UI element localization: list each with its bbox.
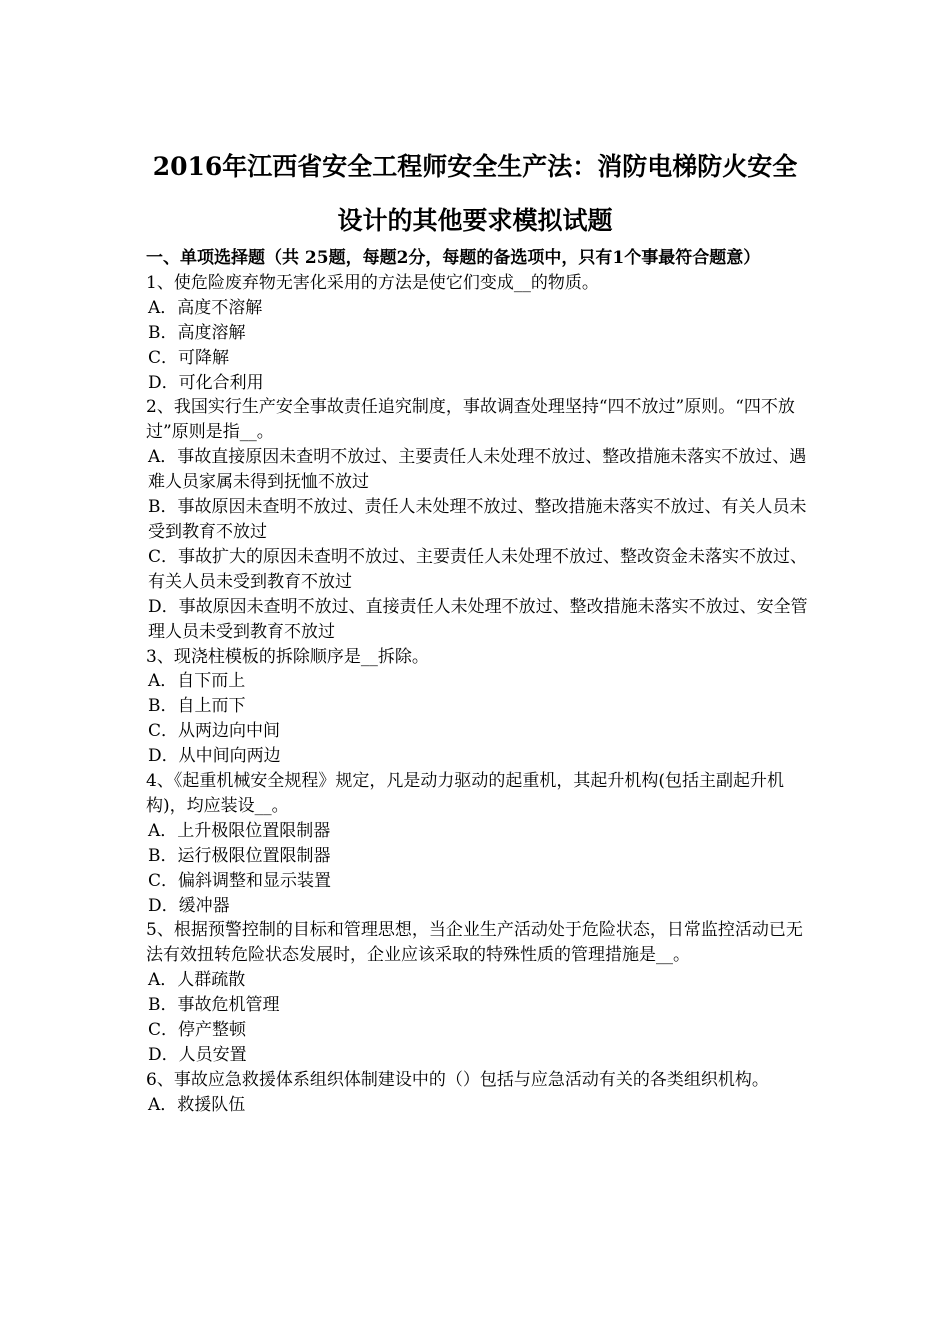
option-a: A．人群疏散 (148, 970, 246, 991)
question-1 (146, 271, 811, 396)
question-stem: 4、《起重机械安全规程》规定，凡是动力驱动的起重机，其起升机构(包括主副起升机构)，均应装设__。 (146, 771, 784, 816)
option-b: B．事故原因未查明不放过、责任人未处理不放过、整改措施未落实不放过、有关人员未受到教育不放过 (148, 497, 807, 542)
question-stem: 6、事故应急救援体系组织体制建设中的（）包括与应急活动有关的各类组织机构。 (146, 1069, 769, 1090)
question-6 (146, 1068, 811, 1118)
option-d: D．从中间向两边 (148, 746, 281, 767)
option-d: D．人员安置 (148, 1045, 247, 1065)
option-b: B．自上而下 (148, 696, 246, 717)
option-b: B．高度溶解 (148, 322, 246, 343)
question-5 (146, 918, 811, 1067)
option-d: D．事故原因未查明不放过、直接责任人未处理不放过、整改措施未落实不放过、安全管理人员未受到教育不放过 (148, 596, 808, 642)
title-line-1: 2016年江西省安全工程师安全生产法：消防电梯防火安全 (152, 152, 798, 181)
option-a: A．事故直接原因未查明不放过、主要责任人未处理不放过、整改措施未落实不放过、遇难人员家属未得到抚恤不放过 (148, 447, 807, 493)
question-4 (146, 769, 811, 918)
option-c: C．可降解 (148, 347, 230, 368)
option-c: C．偏斜调整和显示装置 (148, 870, 332, 891)
section-heading: 一、单项选择题（共 25题，每题2分，每题的备选项中，只有1个事最符合题意） (146, 248, 761, 268)
question-stem: 2、我国实行生产安全事故责任追究制度，事故调查处理坚持“四不放过”原则。“四不放过”原则是指__。 (146, 397, 795, 443)
option-a: A．救援队伍 (148, 1094, 246, 1115)
option-d: D．可化合利用 (148, 372, 264, 393)
option-d: D．缓冲器 (148, 895, 230, 916)
question-2 (146, 395, 811, 644)
document-body (146, 246, 811, 1118)
question-stem: 3、现浇柱模板的拆除顺序是__拆除。 (146, 646, 429, 667)
option-c: C．停产整顿 (148, 1020, 247, 1041)
option-a: A．高度不溶解 (148, 297, 263, 318)
question-stem: 1、使危险废弃物无害化采用的方法是使它们变成__的物质。 (146, 272, 599, 293)
option-a: A．上升极限位置限制器 (148, 820, 331, 841)
option-b: B．事故危机管理 (148, 995, 280, 1016)
title-line-2: 设计的其他要求模拟试题 (337, 206, 613, 235)
question-3 (146, 645, 811, 770)
option-c: C．事故扩大的原因未查明不放过、主要责任人未处理不放过、整改资金未落实不放过、有关人员未受到教育不放过 (148, 546, 808, 592)
option-a: A．自下而上 (148, 671, 246, 692)
question-stem: 5、根据预警控制的目标和管理思想，当企业生产活动处于危险状态，日常监控活动已无法有效扭转危险状态发展时，企业应该采取的特殊性质的管理措施是__。 (146, 920, 803, 966)
option-b: B．运行极限位置限制器 (148, 845, 331, 866)
option-c: C．从两边向中间 (148, 721, 281, 742)
document-title (120, 140, 830, 248)
